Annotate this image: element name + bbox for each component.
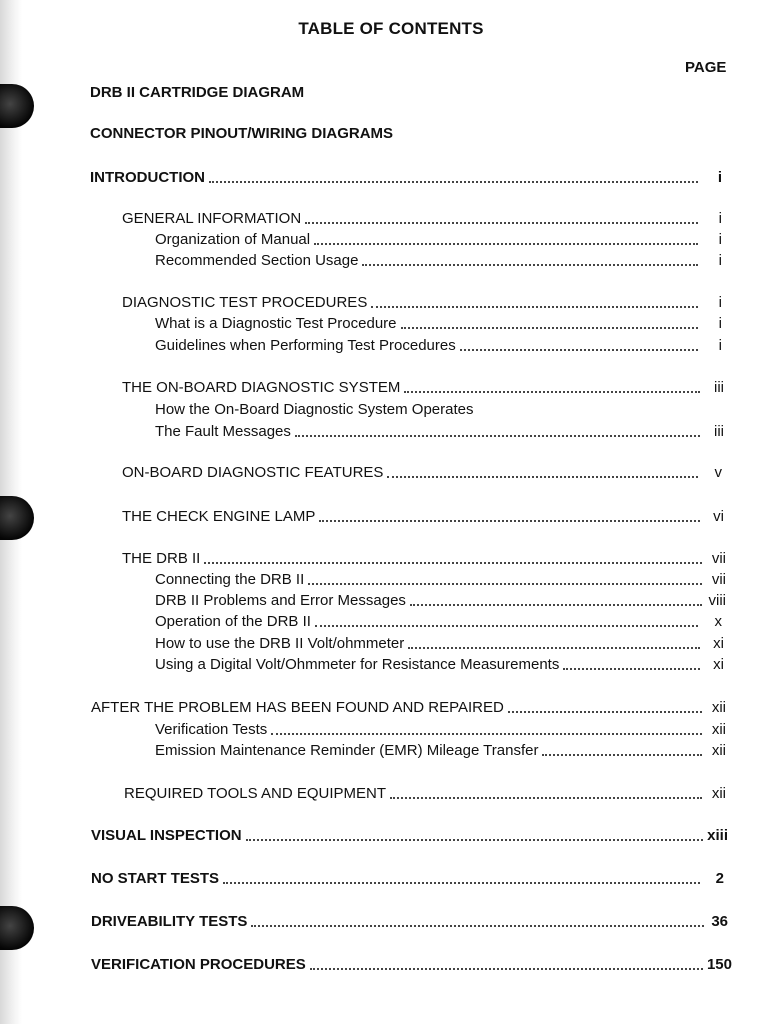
- toc-entry-page-number: 2: [715, 870, 724, 887]
- dot-leader: [401, 327, 698, 329]
- toc-entry: [155, 400, 496, 420]
- toc-entry-page-number: xiii: [707, 827, 728, 844]
- toc-entry-page-number: i: [718, 252, 722, 269]
- dot-leader: [271, 733, 702, 735]
- dot-leader: [404, 391, 700, 393]
- toc-entry: [155, 570, 726, 590]
- toc-entry: [122, 507, 724, 527]
- toc-entry-label: Guidelines when Performing Test Procedures: [155, 337, 456, 354]
- toc-entry-label: Connecting the DRB II: [155, 571, 305, 588]
- toc-entry-label: Operation of the DRB II: [155, 613, 311, 630]
- toc-entry: [155, 314, 722, 334]
- toc-entry-label: DIAGNOSTIC TEST PROCEDURES: [122, 294, 368, 311]
- toc-entry-label: VISUAL INSPECTION: [91, 827, 242, 844]
- toc-entry-page-number: xii: [711, 721, 726, 738]
- toc-entry-page-number: xii: [711, 742, 726, 759]
- toc-entry-label: VERIFICATION PROCEDURES: [91, 956, 306, 973]
- toc-entry: [122, 463, 722, 483]
- toc-entry: [90, 83, 318, 103]
- binder-hole-bottom: [0, 906, 34, 950]
- toc-entry-label: NO START TESTS: [91, 870, 220, 887]
- toc-entry-label: ON-BOARD DIAGNOSTIC FEATURES: [122, 464, 384, 481]
- dot-leader: [563, 668, 700, 670]
- toc-entry-page-number: xii: [711, 785, 726, 802]
- dot-leader: [295, 435, 700, 437]
- toc-entry: [90, 168, 722, 188]
- dot-leader: [408, 647, 700, 649]
- toc-entry-label: AFTER THE PROBLEM HAS BEEN FOUND AND REPAIRED: [91, 699, 504, 716]
- toc-entry: [122, 378, 724, 398]
- toc-entry-label: DRB II Problems and Error Messages: [155, 592, 406, 609]
- dot-leader: [362, 264, 698, 266]
- toc-entry-label: THE ON-BOARD DIAGNOSTIC SYSTEM: [122, 379, 401, 396]
- toc-entry-page-number: vii: [711, 571, 726, 588]
- toc-entry-label: REQUIRED TOOLS AND EQUIPMENT: [124, 785, 386, 802]
- dot-leader: [410, 604, 702, 606]
- toc-entry-page-number: iii: [714, 379, 724, 396]
- toc-entry-label: Using a Digital Volt/Ohmmeter for Resistance Measurements: [155, 656, 560, 673]
- toc-entry-page-number: viii: [708, 592, 726, 609]
- dot-leader: [390, 797, 702, 799]
- dot-leader: [387, 476, 698, 478]
- toc-entry: [91, 912, 728, 932]
- toc-entry-page-number: i: [718, 231, 722, 248]
- toc-entry-page-number: i: [718, 294, 722, 311]
- toc-entry: [122, 549, 726, 569]
- toc-entry-label: The Fault Messages: [155, 423, 291, 440]
- binder-hole-middle: [0, 496, 34, 540]
- toc-entry-label: Recommended Section Usage: [155, 252, 359, 269]
- toc-entry-label: CONNECTOR PINOUT/WIRING DIAGRAMS: [90, 125, 394, 142]
- toc-entry-page-number: i: [718, 210, 722, 227]
- toc-entry-label: INTRODUCTION: [90, 169, 205, 186]
- toc-entry: [91, 826, 728, 846]
- toc-entry-label: THE DRB II: [122, 550, 201, 567]
- toc-entry-page-number: vii: [711, 550, 726, 567]
- toc-entry: [155, 230, 722, 250]
- toc-entry-page-number: i: [718, 315, 722, 332]
- dot-leader: [246, 839, 704, 841]
- toc-entry: [155, 634, 724, 654]
- page-title: TABLE OF CONTENTS: [298, 19, 484, 38]
- toc-entry-page-number: i: [718, 337, 722, 354]
- toc-entry-page-number: i: [717, 169, 722, 186]
- binder-hole-top: [0, 84, 34, 128]
- toc-entry-page-number: iii: [714, 423, 724, 440]
- toc-entry-label: Organization of Manual: [155, 231, 311, 248]
- dot-leader: [204, 562, 702, 564]
- toc-entry-page-number: 36: [711, 913, 728, 930]
- toc-entry: [122, 209, 722, 229]
- toc-entry-page-number: vi: [713, 508, 724, 525]
- toc-entry: [155, 612, 722, 632]
- toc-entry-label: DRIVEABILITY TESTS: [91, 913, 248, 930]
- toc-entry-label: How to use the DRB II Volt/ohmmeter: [155, 635, 405, 652]
- dot-leader: [508, 711, 702, 713]
- toc-entry-page-number: v: [714, 464, 722, 481]
- dot-leader: [305, 222, 698, 224]
- toc-entry-label: THE CHECK ENGINE LAMP: [122, 508, 316, 525]
- dot-leader: [319, 520, 700, 522]
- dot-leader: [542, 754, 702, 756]
- toc-entry-page-number: x: [714, 613, 722, 630]
- toc-entry-label: Emission Maintenance Reminder (EMR) Mileage Transfer: [155, 742, 539, 759]
- toc-entry: [155, 422, 724, 442]
- dot-leader: [315, 625, 698, 627]
- dot-leader: [223, 882, 700, 884]
- dot-leader: [308, 583, 702, 585]
- toc-entry: [155, 251, 722, 271]
- toc-entry: [91, 955, 732, 975]
- dot-leader: [371, 306, 698, 308]
- toc-entry: [91, 869, 724, 889]
- toc-entry-page-number: xii: [711, 699, 726, 716]
- toc-entry-page-number: xi: [713, 635, 724, 652]
- toc-entry-label: GENERAL INFORMATION: [122, 210, 302, 227]
- toc-entry: [155, 655, 724, 675]
- page-column-label: PAGE: [685, 59, 727, 76]
- toc-entry-page-number: 150: [706, 956, 732, 973]
- dot-leader: [460, 349, 698, 351]
- toc-entry-label: What is a Diagnostic Test Procedure: [155, 315, 397, 332]
- toc-entry: [122, 293, 722, 313]
- toc-entry: [124, 784, 726, 804]
- dot-leader: [314, 243, 698, 245]
- toc-entry: [90, 124, 416, 144]
- toc-entry-label: How the On-Board Diagnostic System Operates: [155, 401, 474, 418]
- dot-leader: [251, 925, 704, 927]
- dot-leader: [209, 181, 698, 183]
- toc-entry: [155, 741, 726, 761]
- toc-entry: [155, 720, 726, 740]
- dot-leader: [310, 968, 703, 970]
- toc-entry-page-number: xi: [713, 656, 724, 673]
- toc-entry: [91, 698, 726, 718]
- toc-entry-label: Verification Tests: [155, 721, 268, 738]
- toc-entry-label: DRB II CARTRIDGE DIAGRAM: [90, 84, 305, 101]
- toc-entry: [155, 336, 722, 356]
- toc-entry: [155, 591, 726, 611]
